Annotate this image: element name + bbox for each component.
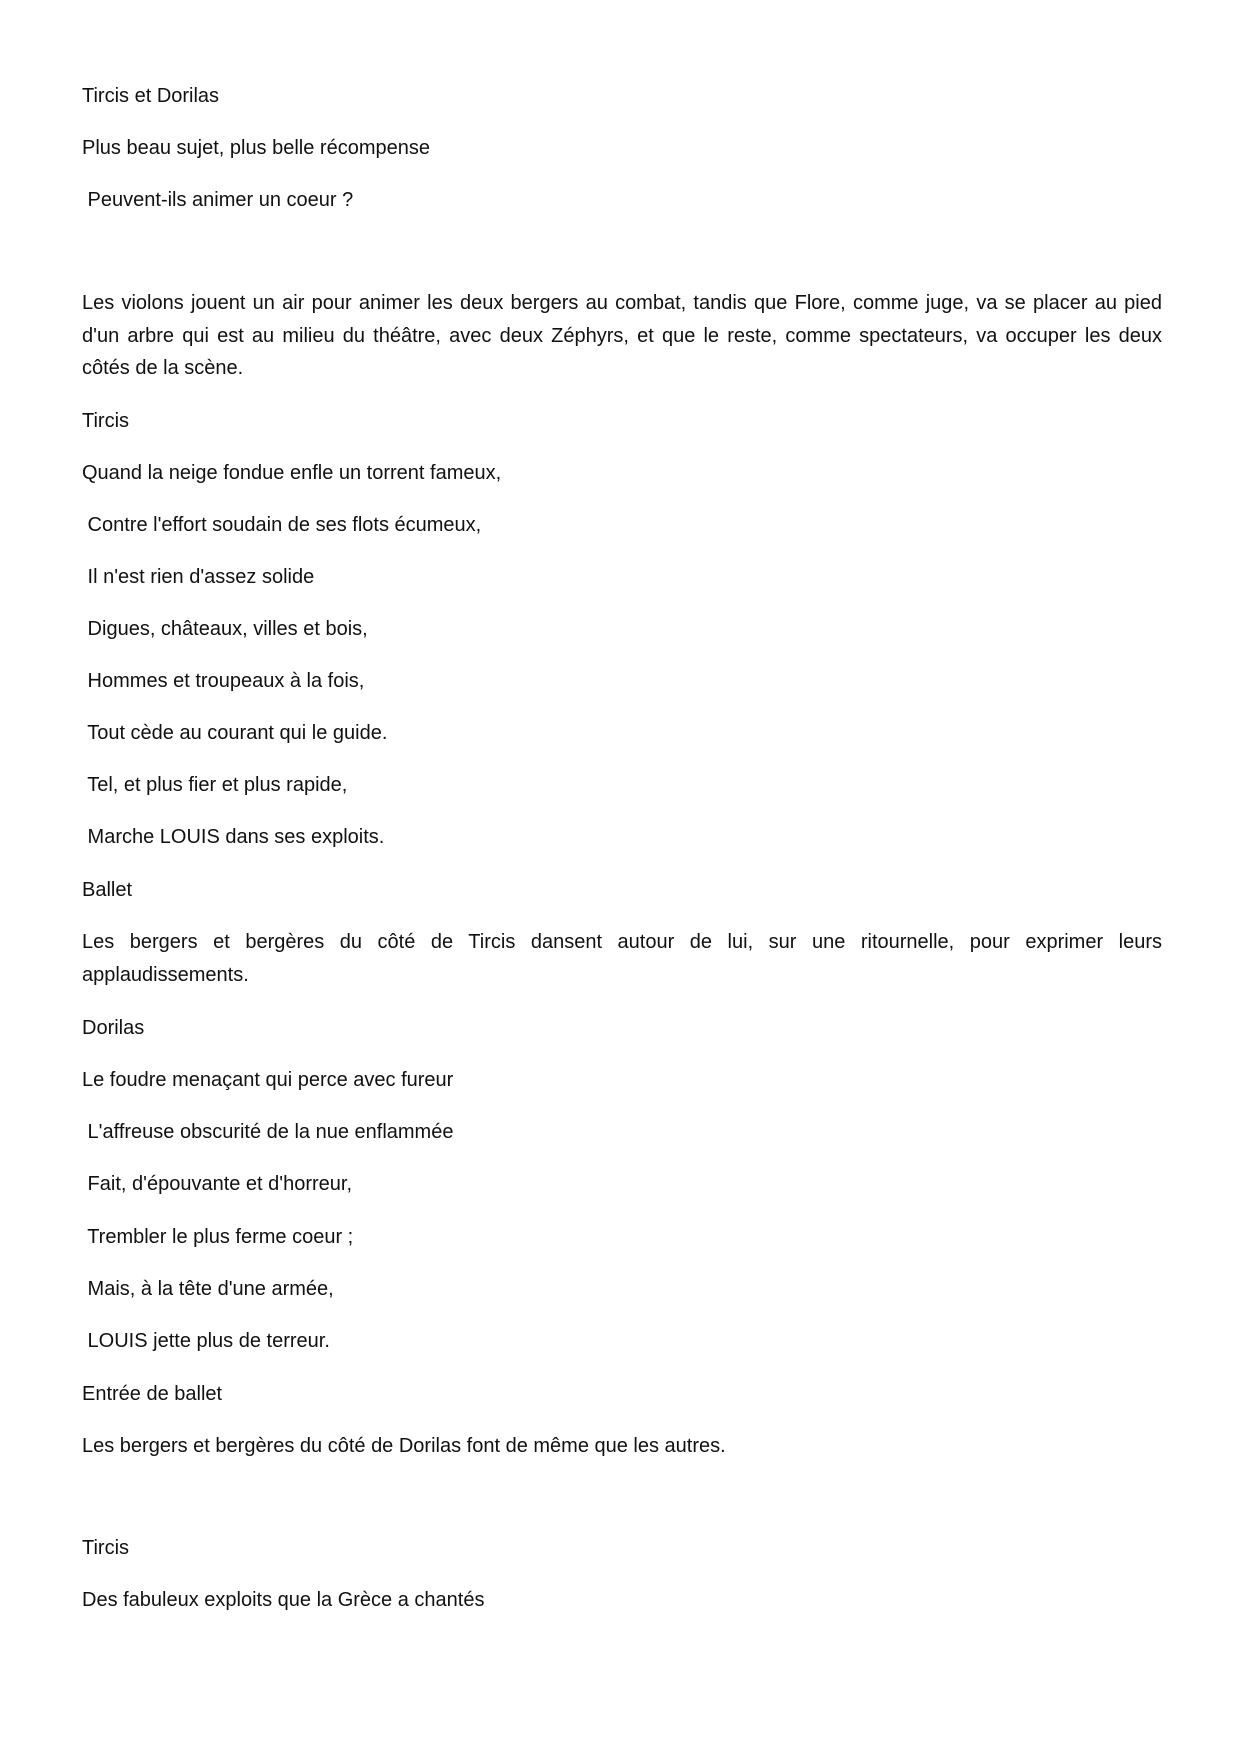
verse-line: Contre l'effort soudain de ses flots écumeux, [82,514,482,536]
stage-direction: Les violons jouent un air pour animer les deux bergers au combat, tandis que Flore, comme juge, va se placer au pied d'un arbre qui est au milieu du théâtre, avec deux Zéphyrs, et que le reste, comme spectateurs, va occuper les deux côtés de la scène. [82,292,1162,379]
verse-line: Plus beau sujet, plus belle récompense [82,137,430,159]
verse-line: LOUIS jette plus de terreur. [82,1330,330,1352]
speaker-heading: Tircis [82,410,130,432]
verse-line: Il n'est rien d'assez solide [82,566,315,588]
stage-direction: Les bergers et bergères du côté de Dorilas font de même que les autres. [82,1435,726,1457]
verse-line: Hommes et troupeaux à la fois, [82,670,365,692]
verse-line: Le foudre menaçant qui perce avec fureur [82,1069,454,1091]
verse-line: Tel, et plus fier et plus rapide, [82,774,348,796]
verse-line: Mais, à la tête d'une armée, [82,1278,334,1300]
section-heading: Ballet [82,879,133,901]
verse-line: Peuvent-ils animer un coeur ? [82,189,354,211]
verse-line: Trembler le plus ferme coeur ; [82,1226,354,1248]
speaker-heading: Tircis [82,1537,130,1559]
verse-line: Tout cède au courant qui le guide. [82,722,388,744]
speaker-heading: Dorilas [82,1017,145,1039]
verse-line: Fait, d'épouvante et d'horreur, [82,1173,353,1195]
verse-line: L'affreuse obscurité de la nue enflammée [82,1121,454,1143]
verse-line: Marche LOUIS dans ses exploits. [82,826,385,848]
verse-line: Des fabuleux exploits que la Grèce a chantés [82,1589,485,1611]
verse-line: Quand la neige fondue enfle un torrent fameux, [82,462,502,484]
speaker-heading: Tircis et Dorilas [82,85,220,107]
stage-direction: Les bergers et bergères du côté de Tircis dansent autour de lui, sur une ritournelle, pour exprimer leurs applaudissements. [82,931,1162,986]
verse-line: Digues, châteaux, villes et bois, [82,618,368,640]
section-heading: Entrée de ballet [82,1383,223,1405]
